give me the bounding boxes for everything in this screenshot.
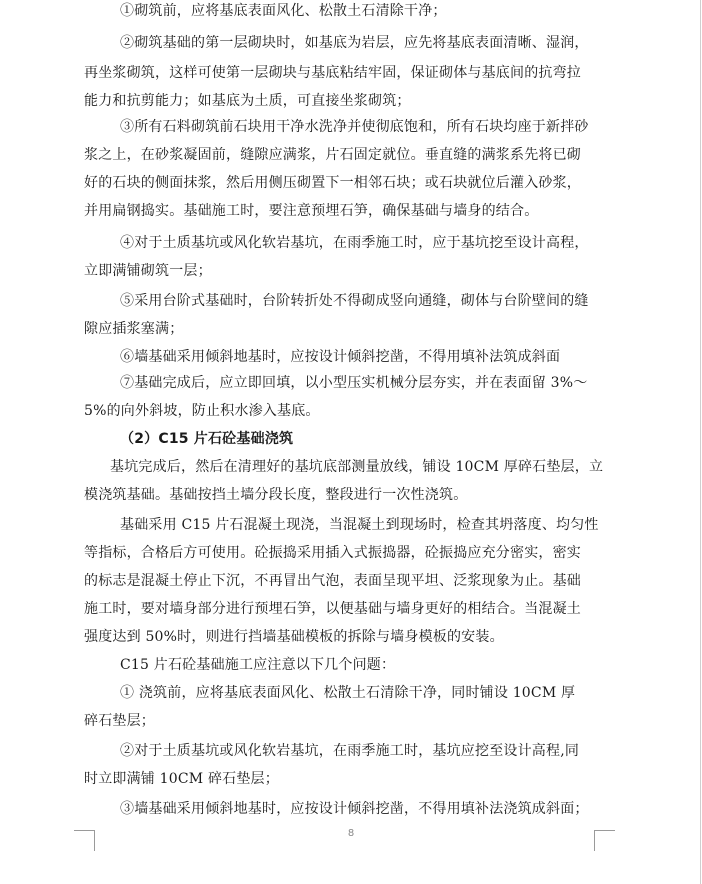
text-line: ④对于土质基坑或风化软岩基坑，在雨季施工时，应于基坑挖至设计高程， xyxy=(120,235,589,251)
text-line: 施工时，要对墙身部分进行预埋石笋，以便基础与墙身更好的相结合。当混凝土 xyxy=(84,601,581,617)
text-line: 5%的向外斜坡，防止积水渗入基底。 xyxy=(84,403,320,419)
text-line: ③所有石料砌筑前石块用干净水洗净并使彻底饱和，所有石块均座于新拌砂 xyxy=(120,119,589,135)
text-line: C15 片石砼基础施工应注意以下几个问题： xyxy=(120,657,396,673)
text-line: 能力和抗剪能力；如基底为土质，可直接坐浆砌筑； xyxy=(84,93,411,109)
text-line: 并用扁钢捣实。基础施工时，要注意预埋石笋，确保基础与墙身的结合。 xyxy=(84,203,539,219)
text-line: ① 浇筑前，应将基底表面风化、松散土石清除干净，同时铺设 10CM 厚 xyxy=(120,685,576,701)
text-line: ①砌筑前，应将基底表面风化、松散土石清除干净； xyxy=(120,3,447,19)
text-line: ③墙基础采用倾斜地基时，应按设计倾斜挖凿，不得用填补法浇筑成斜面； xyxy=(120,801,589,817)
text-line: 等指标，合格后方可使用。砼振捣采用插入式振捣器，砼振捣应充分密实，密实 xyxy=(84,545,581,561)
page-number: 8 xyxy=(347,828,355,839)
text-line: ⑥墙基础采用倾斜地基时，应按设计倾斜挖凿，不得用填补法筑成斜面 xyxy=(120,349,561,365)
text-line: 模浇筑基础。基础按挡土墙分段长度，整段进行一次性浇筑。 xyxy=(84,487,468,503)
text-line: 强度达到 50%时，则进行挡墙基础模板的拆除与墙身模板的安装。 xyxy=(84,629,504,645)
text-line: 立即满铺砌筑一层； xyxy=(84,263,212,279)
text-line: 的标志是混凝土停止下沉，不再冒出气泡，表面呈现平坦、泛浆现象为止。基础 xyxy=(84,573,581,589)
text-line: ②砌筑基础的第一层砌块时，如基底为岩层，应先将基底表面清晰、湿润， xyxy=(120,35,589,51)
text-line: ⑤采用台阶式基础时，台阶转折处不得砌成竖向通缝，砌体与台阶壁间的缝 xyxy=(120,293,589,309)
text-line: 碎石垫层； xyxy=(84,713,155,729)
text-line: ⑦基础完成后，应立即回填，以小型压实机械分层夯实，并在表面留 3%～ xyxy=(120,375,588,391)
text-line: 时立即满铺 10CM 碎石垫层； xyxy=(84,771,279,787)
text-line: 基础采用 C15 片石混凝土现浇，当混凝土到现场时，检查其坍落度、均匀性 xyxy=(120,517,599,533)
text-line: 隙应插浆塞满； xyxy=(84,321,184,337)
text-line: 基坑完成后，然后在清理好的基坑底部测量放线，铺设 10CM 厚碎石垫层，立 xyxy=(110,459,604,475)
text-line: 浆之上，在砂浆凝固前，缝隙应满浆，片石固定就位。垂直缝的满浆系先将已砌 xyxy=(84,147,581,163)
text-line: ②对于土质基坑或风化软岩基坑，在雨季施工时，基坑应挖至设计高程,同 xyxy=(120,743,580,759)
text-line: 好的石块的侧面抹浆，然后用侧压砌置下一相邻石块；或石块就位后灌入砂浆， xyxy=(84,175,581,191)
section-heading: （2）C15 片石砼基础浇筑 xyxy=(120,431,294,447)
page-edge xyxy=(700,0,701,884)
text-line: 再坐浆砌筑，这样可使第一层砌块与基底粘结牢固，保证砌体与基底间的抗弯拉 xyxy=(84,65,581,81)
